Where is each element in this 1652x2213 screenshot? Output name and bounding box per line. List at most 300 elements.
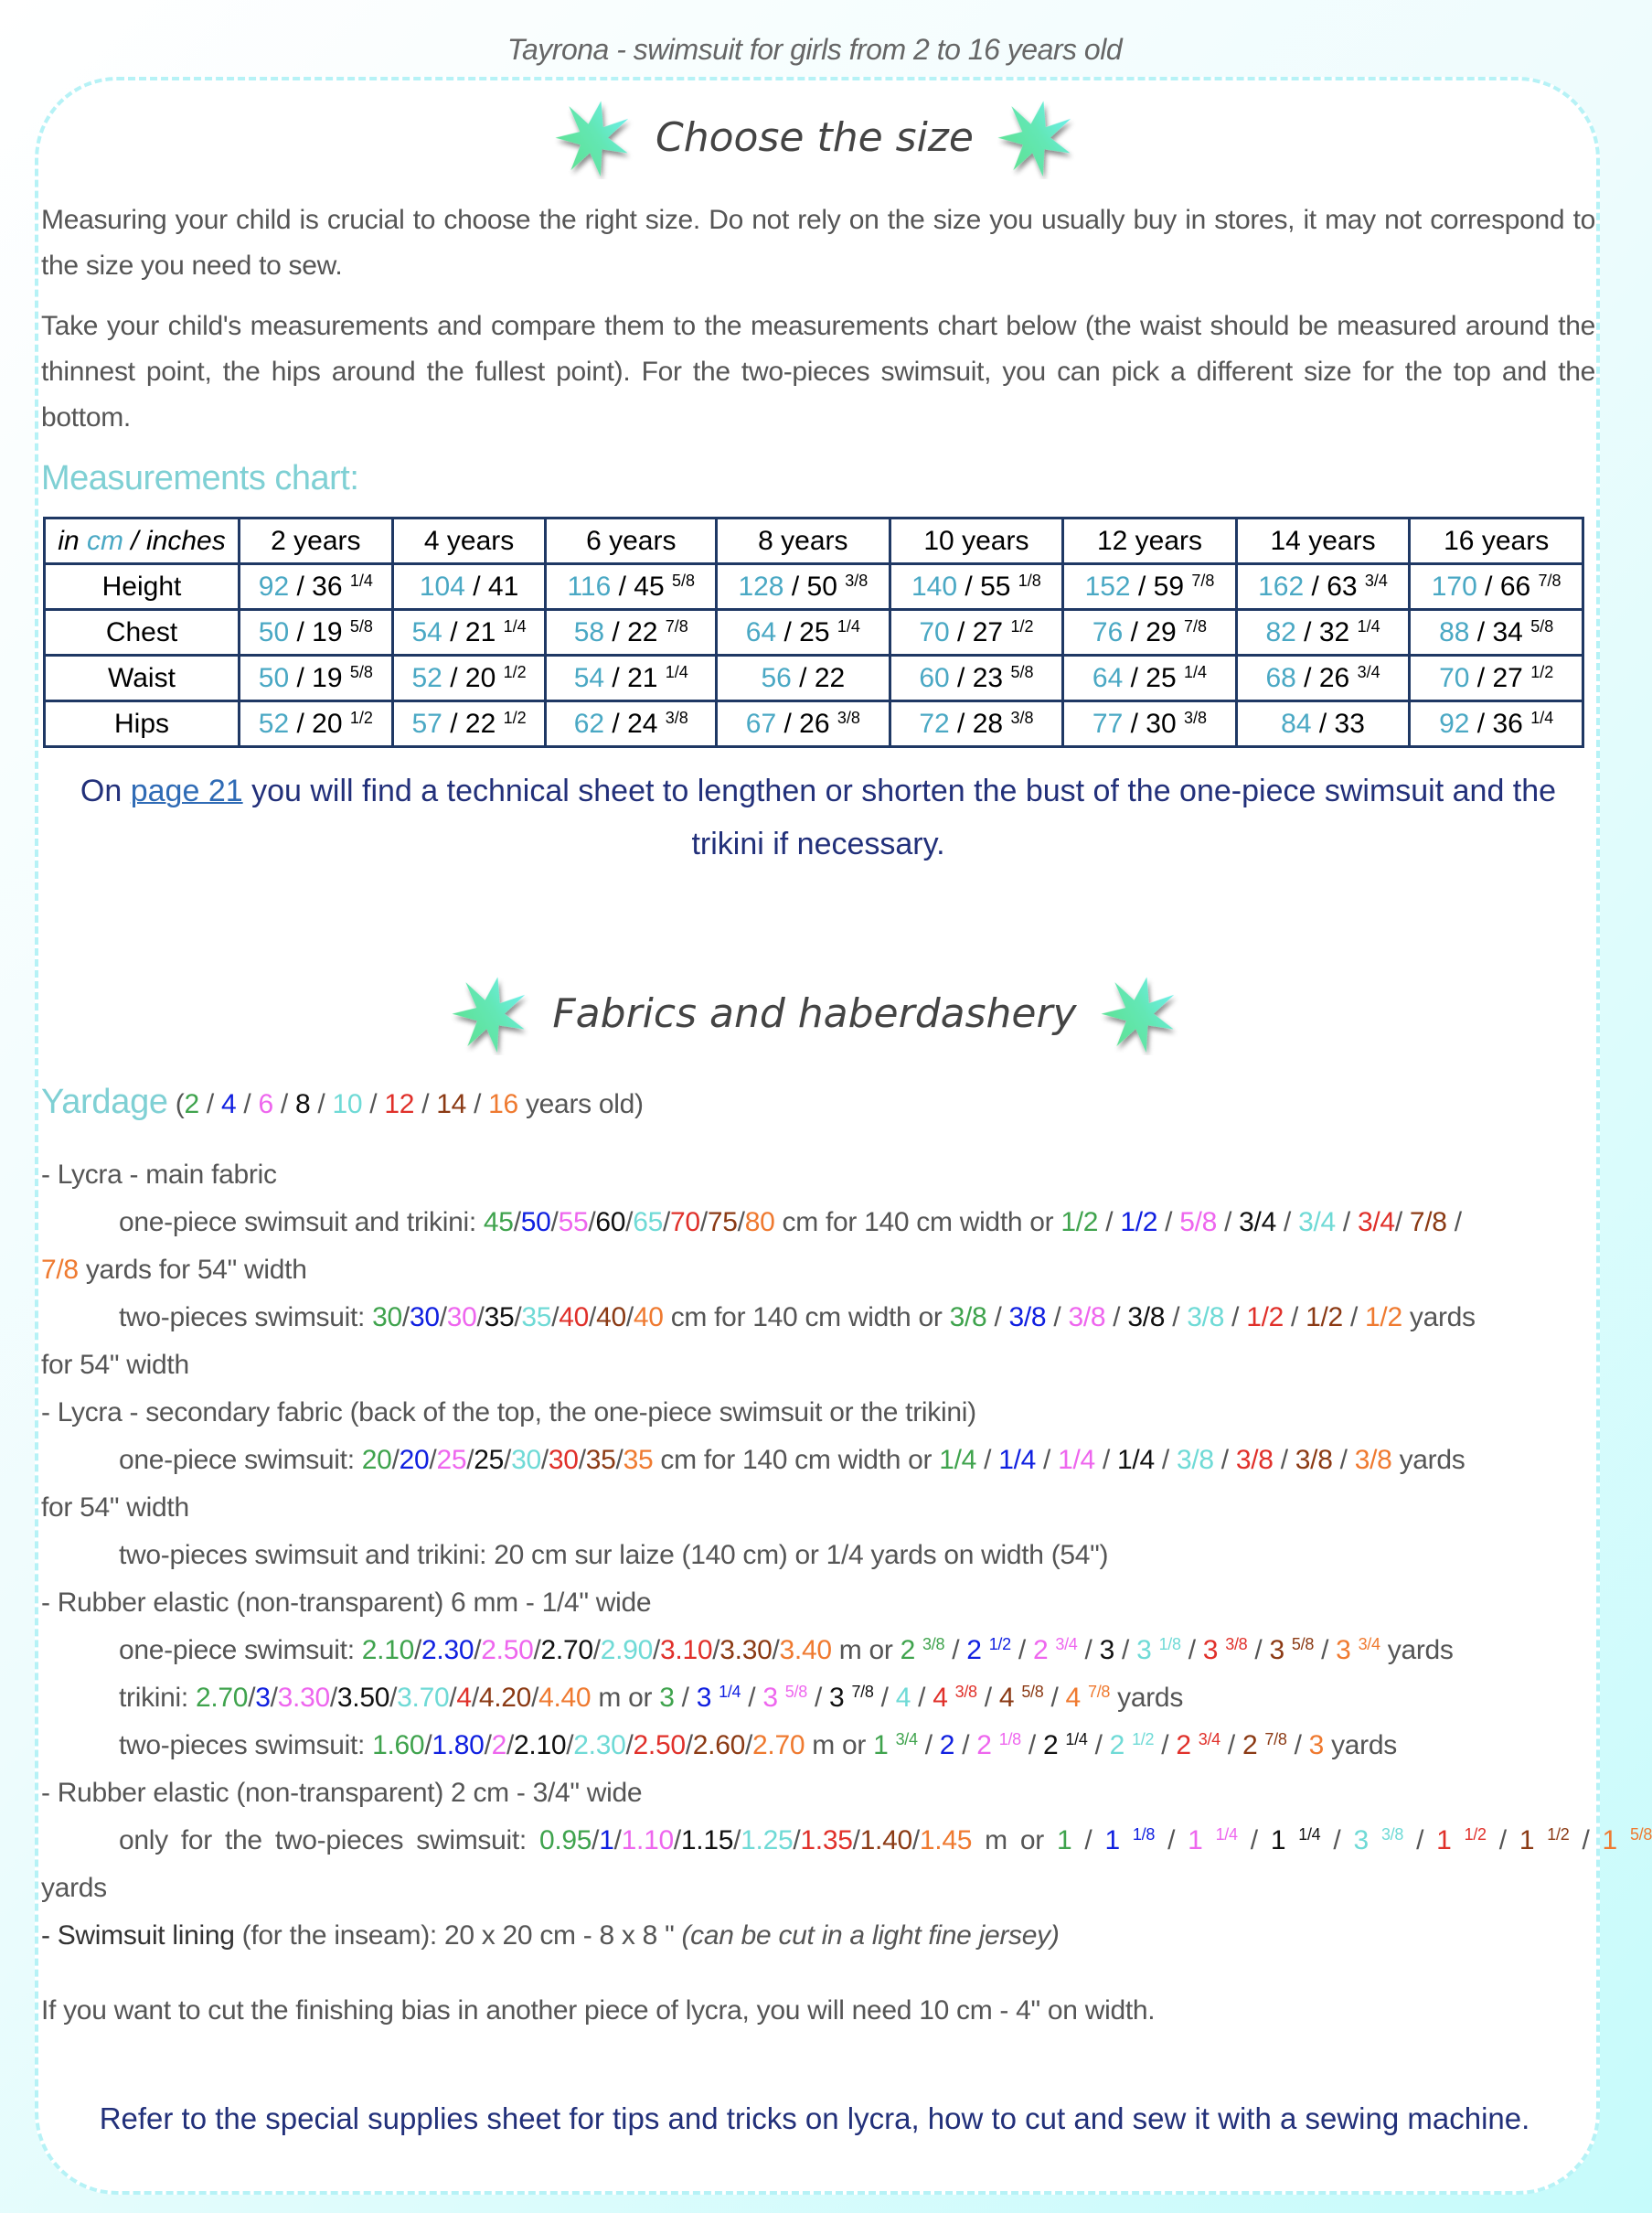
- cm-value: 162: [1258, 571, 1305, 602]
- inch-fraction: 1/2: [1010, 616, 1034, 636]
- table-cell: [717, 564, 890, 610]
- size-value: 3/4: [1358, 1207, 1395, 1237]
- size-value: 1/2: [1365, 1302, 1402, 1332]
- mid-text: cm for 140 cm width or: [774, 1207, 1061, 1237]
- table-cell: [1063, 610, 1237, 656]
- size-value: 5/8: [1179, 1207, 1218, 1237]
- star-icon: [448, 971, 532, 1055]
- fraction: 7/8: [1087, 1683, 1111, 1701]
- size-value: 70: [670, 1207, 700, 1237]
- fraction: 1/2: [1464, 1825, 1487, 1844]
- size-value: 2.70: [195, 1683, 249, 1713]
- table-cell: [890, 656, 1063, 701]
- table-cell: [240, 564, 393, 610]
- meter-values: 2.70/3/3.30/3.50/3.70/4/4.20/4.40: [195, 1683, 592, 1713]
- row-label: Hips: [45, 701, 240, 747]
- yard-values: 1 / 1 $^{1/8}$ / 1 $^{1/4}$ / 1 $^{1/4}$ / 3 $^{3/8}$ / 1 $^{1/2}$ / 1 $^{1/2}$ / 1 $^{5/8}$: [1056, 1825, 1652, 1855]
- cm-values: 45/50/55/60/65/70/75/80: [483, 1207, 775, 1237]
- separator: /: [776, 616, 800, 647]
- inch-fraction: 1/4: [1530, 708, 1554, 727]
- inch-value: 30: [1146, 708, 1177, 739]
- size-value: [1309, 1730, 1324, 1760]
- size-value: 2.50: [633, 1730, 686, 1760]
- size-value: [1100, 1635, 1114, 1665]
- elastic-2cm-title: - Rubber elastic (non-transparent) 2 cm - 3/4" wide: [41, 1778, 643, 1808]
- inch-value: 59: [1153, 571, 1185, 602]
- separator: /: [1469, 662, 1493, 693]
- fraction: 1/8: [998, 1730, 1021, 1748]
- yard-values: 3 / 3 $^{1/4}$ / 3 $^{5/8}$ / 3 $^{7/8}$ / 4 / 4 $^{3/8}$ / 4 $^{5/8}$ / 4 $^{7/8}$: [659, 1683, 1111, 1713]
- size-value: 3/8: [949, 1302, 987, 1332]
- whole: 3: [696, 1683, 712, 1713]
- size-value: 3.30: [719, 1635, 773, 1665]
- table-row: [45, 701, 1583, 747]
- meter-values: 2.10/2.30/2.50/2.70/2.90/3.10/3.30/3.40: [361, 1635, 832, 1665]
- cm-value: 116: [567, 571, 612, 602]
- fraction: 1/8: [1132, 1825, 1156, 1844]
- instructions-paragraph: Take your child's measurements and compare them to the measurements chart below (the waist should be measured around the thinnest point, the hips around the fullest point). For the two-pieces swimsuit, you can pick a different size for the top and the bottom.: [41, 311, 1595, 433]
- inch-fraction: 5/8: [672, 571, 696, 590]
- inch-value: 45: [634, 571, 665, 602]
- label: one-piece swimsuit and trikini:: [119, 1207, 484, 1237]
- fraction: 7/8: [1264, 1730, 1287, 1748]
- table-cell: [1236, 564, 1410, 610]
- fraction: 1/4: [1065, 1730, 1088, 1748]
- lining-label: - Swimsuit lining: [41, 1920, 235, 1951]
- fraction: 1/2: [1132, 1730, 1155, 1748]
- whole: 1: [1270, 1825, 1286, 1855]
- note-prefix: On: [80, 774, 131, 808]
- m-or: m or: [831, 1635, 901, 1665]
- inch-value: 19: [312, 662, 343, 693]
- size-value: [1271, 1825, 1321, 1855]
- table-row: [45, 564, 1583, 610]
- size-value: 3.40: [779, 1635, 832, 1665]
- cm-values: 30/30/30/35/35/40/40/40: [372, 1302, 664, 1332]
- size-value: 35: [585, 1445, 616, 1475]
- table-header-row: [45, 519, 1583, 564]
- row-label: Chest: [45, 610, 240, 656]
- inch-value: 36: [1492, 708, 1523, 739]
- table-cell: [1236, 701, 1410, 747]
- measurements-table: [43, 517, 1584, 748]
- size-value: 1/4: [1058, 1445, 1095, 1475]
- inch-fraction: 1/8: [1018, 571, 1041, 590]
- whole: 4: [933, 1683, 948, 1713]
- cm-value: 72: [919, 708, 950, 739]
- separator: /: [1123, 616, 1146, 647]
- size-value: 2: [491, 1730, 506, 1760]
- size-value: [940, 1730, 954, 1760]
- column-header: 10 years: [890, 519, 1063, 564]
- inch-fraction: 3/8: [1184, 708, 1208, 727]
- size-value: 80: [744, 1207, 775, 1237]
- size-value: 35: [484, 1302, 515, 1332]
- whole: 1: [1602, 1825, 1617, 1855]
- size-value: 3/8: [1068, 1302, 1106, 1332]
- document-title: Tayrona - swimsuit for girls from 2 to 16 years old: [506, 33, 1123, 66]
- separator: /: [1295, 616, 1319, 647]
- mid-text: cm for 140 cm width or: [653, 1445, 940, 1475]
- size-value: [901, 1635, 945, 1665]
- yards-unit: yards: [1117, 1683, 1184, 1713]
- table-cell: [1410, 701, 1583, 747]
- cm-value: 64: [745, 616, 777, 647]
- yard-values: 1/2 / 1/2 / 5/8 / 3/4 / 3/4 / 3/4/ 7/8 /: [1060, 1207, 1462, 1237]
- table-cell: [890, 610, 1063, 656]
- cm-value: 92: [1439, 708, 1470, 739]
- size-value: [697, 1683, 741, 1713]
- elastic-6mm-trikini: [119, 1683, 1600, 1714]
- inch-value: 26: [799, 708, 830, 739]
- elastic-2cm-two-piece: [119, 1825, 1652, 1856]
- whole: 3: [1336, 1635, 1351, 1665]
- whole: 3: [762, 1683, 778, 1713]
- size-value: 40: [633, 1302, 664, 1332]
- inch-fraction: 7/8: [1184, 616, 1208, 636]
- size-value: 2.10: [361, 1635, 414, 1665]
- elastic-2cm-cont: yards: [41, 1873, 107, 1903]
- lycra-main-one-piece: [119, 1207, 1600, 1238]
- table-cell: [1063, 564, 1237, 610]
- size-value: [1436, 1825, 1487, 1855]
- cm-value: 58: [573, 616, 605, 647]
- size-value: 3/8: [1235, 1445, 1274, 1475]
- separator: /: [604, 616, 628, 647]
- size-value: 1.45: [919, 1825, 973, 1855]
- whole: 4: [1065, 1683, 1081, 1713]
- cm-value: 77: [1092, 708, 1124, 739]
- separator: /: [791, 662, 815, 693]
- inch-value: 33: [1334, 708, 1365, 739]
- size-value: 2.10: [514, 1730, 567, 1760]
- separator: /: [604, 662, 628, 693]
- inch-value: 27: [972, 616, 1004, 647]
- label: two-pieces swimsuit:: [119, 1730, 373, 1760]
- size-value: [873, 1730, 918, 1760]
- table-cell: [1063, 701, 1237, 747]
- whole: 2: [966, 1635, 982, 1665]
- size-value: 65: [633, 1207, 663, 1237]
- size-value: 4.20: [478, 1683, 532, 1713]
- lycra-main-title: - Lycra - main fabric: [41, 1160, 277, 1190]
- yard-values: 3/8 / 3/8 / 3/8 / 3/8 / 3/8 / 1/2 / 1/2 / 1/2: [949, 1302, 1402, 1332]
- unit-header: [45, 519, 240, 564]
- column-header: 6 years: [546, 519, 717, 564]
- lycra-secondary-one-piece: [119, 1445, 1600, 1476]
- separator: /: [1295, 662, 1319, 693]
- cm-value: 54: [411, 616, 442, 647]
- lycra-secondary-two-piece: two-pieces swimsuit and trikini: 20 cm sur laize (140 cm) or 1/4 yards on width (54"): [119, 1540, 1109, 1570]
- whole: 1: [1188, 1825, 1203, 1855]
- cm-values: 20/20/25/25/30/30/35/35: [361, 1445, 654, 1475]
- size-value: [1336, 1635, 1380, 1665]
- cm-value: 70: [919, 616, 950, 647]
- separator: /: [1311, 708, 1335, 739]
- cm-value: 64: [1092, 662, 1124, 693]
- whole: 3: [1202, 1635, 1219, 1665]
- yard-values: 2 $^{3/8}$ / 2 $^{1/2}$ / 2 $^{3/4}$ / 3 / 3 $^{1/8}$ / 3 $^{3/8}$ / 3 $^{5/8}$ / 3 $^{3/4}$: [900, 1635, 1380, 1665]
- table-cell: [240, 701, 393, 747]
- inch-fraction: 1/4: [1357, 616, 1380, 636]
- inch-fraction: 1/4: [1184, 662, 1208, 681]
- table-cell: [240, 610, 393, 656]
- size-value: 2.70: [752, 1730, 805, 1760]
- size-value: 3.10: [660, 1635, 713, 1665]
- label: two-pieces swimsuit:: [119, 1302, 373, 1332]
- fraction: 3/8: [1380, 1825, 1404, 1844]
- mid-text: cm for 140 cm width or: [663, 1302, 950, 1332]
- separator: /: [289, 616, 313, 647]
- lycra-main-two-piece: [119, 1302, 1600, 1333]
- size-label: 10: [332, 1089, 363, 1119]
- cm-value: 128: [738, 571, 784, 602]
- size-value: [976, 1730, 1021, 1760]
- lycra-main-one-piece-cont: [41, 1255, 1600, 1286]
- size-value: 1/2: [1246, 1302, 1284, 1332]
- whole: 4: [998, 1683, 1015, 1713]
- table-cell: [717, 610, 890, 656]
- section-heading-fabrics: [0, 971, 1629, 1055]
- size-value: 1/2: [1060, 1207, 1099, 1237]
- size-value: 30: [511, 1445, 541, 1475]
- section-title: Fabrics and haberdashery: [552, 989, 1077, 1037]
- size-value: 25: [436, 1445, 467, 1475]
- inch-fraction: 3/8: [665, 708, 688, 727]
- table-cell: [392, 564, 546, 610]
- star-icon: [1097, 971, 1181, 1055]
- separator: /: [949, 616, 973, 647]
- end-text: yards: [1402, 1302, 1476, 1332]
- lycra-main-two-piece-cont: for 54" width: [41, 1350, 189, 1380]
- table-cell: [1410, 610, 1583, 656]
- unit-cm: cm: [86, 525, 123, 556]
- table-cell: [1410, 564, 1583, 610]
- size-label: 14: [436, 1089, 467, 1119]
- size-value: 30: [409, 1302, 440, 1332]
- yard-values: 1/4 / 1/4 / 1/4 / 1/4 / 3/8 / 3/8 / 3/8 / 3/8: [939, 1445, 1392, 1475]
- size-value: 3/8: [1354, 1445, 1392, 1475]
- cm-value: 104: [419, 571, 465, 602]
- size-label: 6: [258, 1089, 273, 1119]
- size-value: [1033, 1635, 1078, 1665]
- size-value: 3.70: [397, 1683, 450, 1713]
- inch-fraction: 7/8: [665, 616, 688, 636]
- size-value: 1.10: [621, 1825, 674, 1855]
- separator: /: [1130, 571, 1154, 602]
- cm-value: 88: [1439, 616, 1470, 647]
- inch-fraction: 3/4: [1357, 662, 1380, 681]
- whole: 1: [1104, 1825, 1120, 1855]
- size-value: 30: [548, 1445, 579, 1475]
- note-text: you will find a technical sheet to lengthen or shorten the bust of the one-piece swimsuit and the trikini if necessary.: [242, 774, 1557, 861]
- inch-fraction: 1/2: [503, 708, 527, 727]
- inch-value: 20: [464, 662, 496, 693]
- inch-fraction: 1/4: [503, 616, 527, 636]
- whole: 1: [873, 1730, 889, 1760]
- lycra-secondary-one-piece-cont: for 54" width: [41, 1492, 189, 1523]
- inch-value: 21: [627, 662, 658, 693]
- table-cell: [1063, 656, 1237, 701]
- size-value: 3/8: [1187, 1302, 1225, 1332]
- inch-fraction: 5/8: [349, 616, 373, 636]
- size-value: 3: [255, 1683, 271, 1713]
- elastic-6mm-one-piece: [119, 1635, 1600, 1666]
- cm-value: 50: [258, 616, 290, 647]
- separator: /: [611, 571, 634, 602]
- table-cell: [890, 701, 1063, 747]
- size-value: 3/8: [1295, 1445, 1333, 1475]
- fraction: 3/8: [922, 1635, 945, 1653]
- whole: 2: [1032, 1635, 1049, 1665]
- whole: 3: [659, 1683, 675, 1713]
- refer-note: Refer to the special supplies sheet for tips and tricks on lycra, how to cut and sew it with a sewing machine.: [99, 2101, 1530, 2135]
- size-value: 2.60: [692, 1730, 745, 1760]
- inch-value: 29: [1146, 616, 1177, 647]
- size-value: 0.95: [538, 1825, 592, 1855]
- inch-fraction: 5/8: [1530, 616, 1554, 636]
- label: one-piece swimsuit:: [119, 1635, 362, 1665]
- size-value: 1/4: [998, 1445, 1036, 1475]
- whole: 2: [1242, 1730, 1258, 1760]
- inch-value: 26: [1318, 662, 1350, 693]
- size-value: 30: [446, 1302, 477, 1332]
- size-value: 1.15: [680, 1825, 734, 1855]
- label: one-piece swimsuit:: [119, 1445, 362, 1475]
- inch-fraction: 1/2: [349, 708, 373, 727]
- yardage-line: Yardage (2 / 4 / 6 / 8 / 10 / 12 / 14 / 16 years old): [41, 1083, 644, 1121]
- fraction: 1/4: [1298, 1825, 1321, 1844]
- cm-value: 84: [1281, 708, 1312, 739]
- inch-fraction: 1/4: [837, 616, 860, 636]
- separator: /: [289, 571, 313, 602]
- size-value: [659, 1683, 674, 1713]
- technical-sheet-note: [41, 764, 1595, 871]
- size-value: 30: [372, 1302, 402, 1332]
- end-text: yards for 54" width: [78, 1255, 307, 1285]
- size-value: [1242, 1730, 1287, 1760]
- whole: 3: [1136, 1635, 1152, 1665]
- size-value: 2.70: [540, 1635, 593, 1665]
- inch-fraction: 1/2: [503, 662, 527, 681]
- fraction: 1/8: [1158, 1635, 1181, 1653]
- cm-value: 62: [573, 708, 605, 739]
- size-value: [1354, 1825, 1404, 1855]
- size-value: 2.50: [481, 1635, 534, 1665]
- whole: 3: [829, 1683, 845, 1713]
- page-21-link[interactable]: page 21: [130, 774, 243, 808]
- inch-value: 34: [1492, 616, 1523, 647]
- inch-value: 22: [464, 708, 496, 739]
- separator: /: [442, 708, 465, 739]
- size-value: 40: [559, 1302, 590, 1332]
- size-label: 4: [220, 1089, 237, 1119]
- separator: /: [949, 662, 973, 693]
- fraction: 7/8: [851, 1683, 874, 1701]
- cm-value: 92: [258, 571, 290, 602]
- cm-value: 152: [1084, 571, 1131, 602]
- separator: /: [442, 616, 465, 647]
- yardage-label: Yardage: [41, 1083, 168, 1121]
- size-value: 35: [623, 1445, 654, 1475]
- table-cell: [1236, 610, 1410, 656]
- column-header: 14 years: [1236, 519, 1410, 564]
- yard-values: 1 $^{3/4}$ / 2 / 2 $^{1/8}$ / 2 $^{1/4}$ / 2 $^{1/2}$ / 2 $^{3/4}$ / 2 $^{7/8}$ / 3: [873, 1730, 1325, 1760]
- separator: /: [1469, 616, 1493, 647]
- lycra-secondary-title: - Lycra - secondary fabric (back of the top, the one-piece swimsuit or the trikini): [41, 1397, 976, 1427]
- size-value: 3/4: [1239, 1207, 1276, 1237]
- size-value: 40: [596, 1302, 626, 1332]
- cm-value: 57: [411, 708, 442, 739]
- inch-value: 22: [627, 616, 658, 647]
- fraction: 1/4: [719, 1683, 741, 1701]
- size-value: 3/8: [1127, 1302, 1166, 1332]
- table-cell: [392, 656, 546, 701]
- inch-fraction: 3/8: [837, 708, 860, 727]
- size-value: 60: [595, 1207, 626, 1237]
- intro-paragraph: Measuring your child is crucial to choose the right size. Do not rely on the size you usually buy in stores, it may not correspond to the size you need to sew.: [41, 205, 1595, 281]
- inch-value: 63: [1327, 571, 1358, 602]
- inch-value: 28: [972, 708, 1004, 739]
- whole: 2: [1176, 1730, 1191, 1760]
- column-header: 4 years: [392, 519, 546, 564]
- fraction: 1/2: [1547, 1825, 1570, 1844]
- size-value: 3/8: [1008, 1302, 1047, 1332]
- size-value: [1203, 1635, 1248, 1665]
- size-label: 2: [184, 1089, 199, 1119]
- size-value: [896, 1683, 911, 1713]
- table-cell: [546, 701, 717, 747]
- table-row: [45, 656, 1583, 701]
- size-value: [933, 1683, 977, 1713]
- size-value: 50: [520, 1207, 551, 1237]
- fraction: 5/8: [1291, 1635, 1315, 1653]
- meter-values: 1.60/1.80/2/2.10/2.30/2.50/2.60/2.70: [372, 1730, 805, 1760]
- whole: 3: [1269, 1635, 1284, 1665]
- whole: 2: [976, 1730, 992, 1760]
- whole: 3: [1099, 1635, 1115, 1665]
- cm-value: 52: [411, 662, 442, 693]
- fraction: 3/4: [1055, 1635, 1078, 1653]
- size-value: [1057, 1825, 1071, 1855]
- column-header: 16 years: [1410, 519, 1583, 564]
- inch-fraction: 1/4: [349, 571, 373, 590]
- cm-value: 170: [1431, 571, 1477, 602]
- column-header: 12 years: [1063, 519, 1237, 564]
- fraction: 5/8: [1629, 1825, 1652, 1844]
- inch-fraction: 7/8: [1538, 571, 1561, 590]
- fraction: 3/4: [1358, 1635, 1380, 1653]
- separator: /: [604, 708, 628, 739]
- yards-unit: yards: [1387, 1635, 1454, 1665]
- cm-value: 68: [1265, 662, 1296, 693]
- size-value: 1/2: [1120, 1207, 1158, 1237]
- cm-value: 76: [1092, 616, 1124, 647]
- meter-values: 0.95/1/1.10/1.15/1.25/1.35/1.40/1.45: [538, 1825, 973, 1855]
- inch-fraction: 3/4: [1364, 571, 1388, 590]
- size-value: 4: [456, 1683, 472, 1713]
- table-cell: [1236, 656, 1410, 701]
- inch-value: 41: [487, 571, 519, 602]
- size-value: 4.40: [538, 1683, 592, 1713]
- fraction: 3/8: [954, 1683, 977, 1701]
- size-value: [1136, 1635, 1181, 1665]
- section-heading-choose-size: [0, 95, 1629, 179]
- size-value: [1104, 1825, 1155, 1855]
- size-value: 3/8: [1176, 1445, 1214, 1475]
- inch-value: 36: [312, 571, 343, 602]
- whole: 3: [1353, 1825, 1369, 1855]
